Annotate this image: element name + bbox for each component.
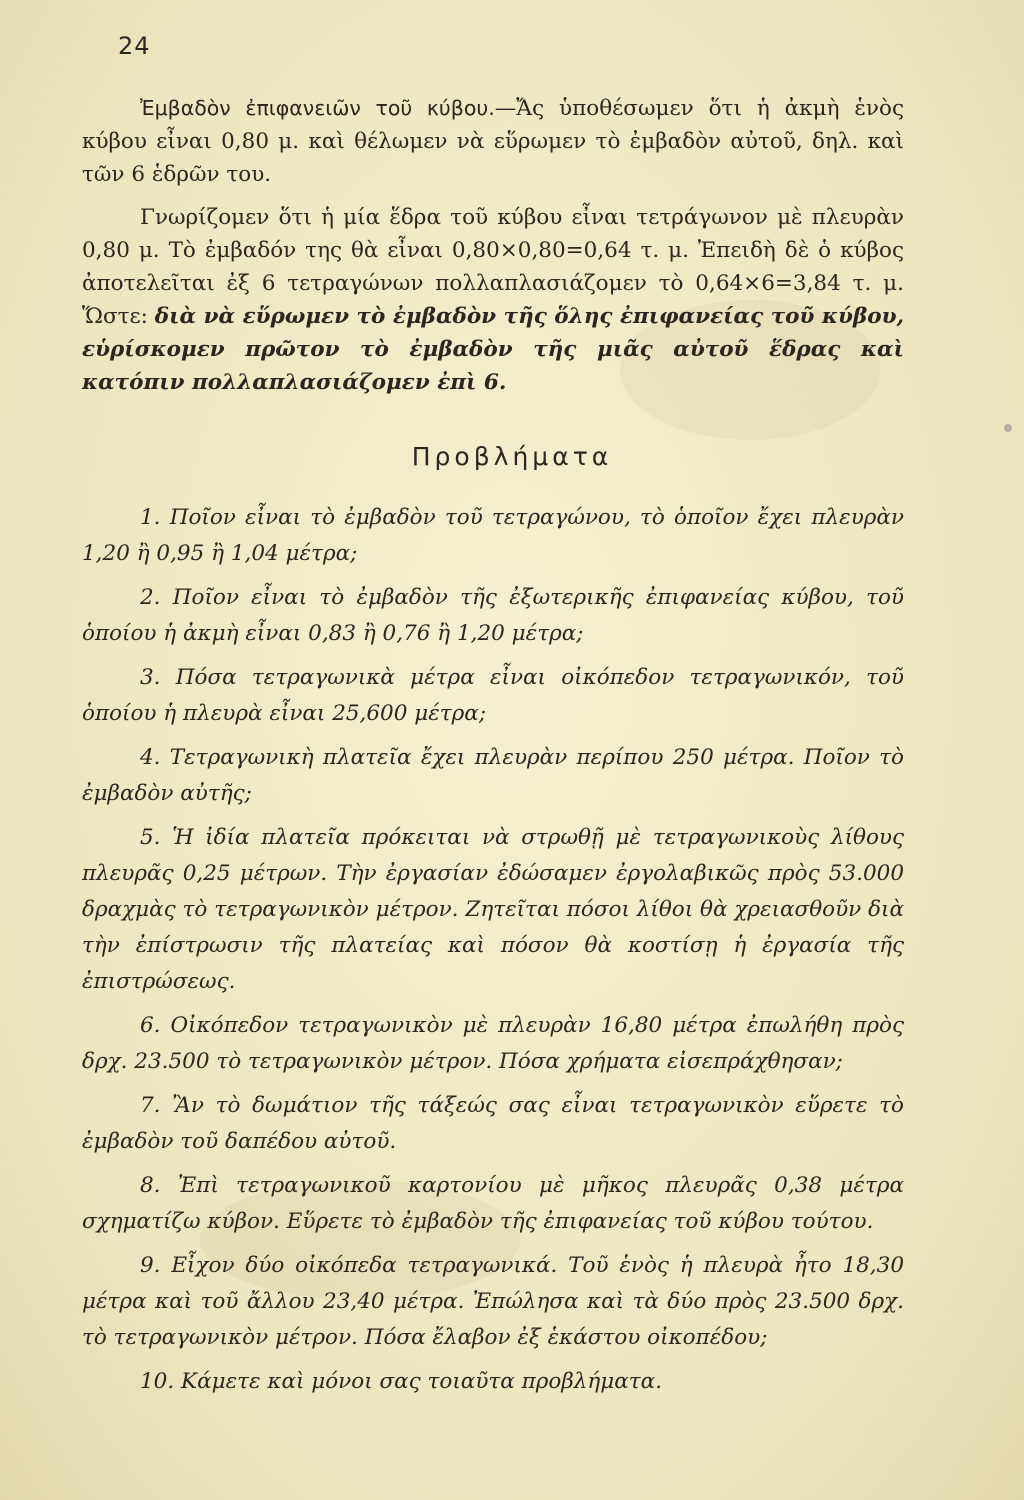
problem-item: 6. Οἰκόπεδον τετραγωνικὸν μὲ πλευρὰν 16,80 μέτρα ἐπωλήθη πρὸς δρχ. 23.500 τὸ τετραγωνικὸν μέτρον. Πόσα χρήματα εἰσεπράχθησαν;: [82, 1013, 904, 1074]
intro-paragraph-2: [82, 201, 904, 399]
intro-text: Γνωρίζομεν ὅτι ἡ μία ἕδρα τοῦ κύβου εἶναι τετράγωνον μὲ πλευρὰν 0,80 μ. Τὸ ἐμβαδόν της θὰ εἶναι 0,80×0,80=0,64 τ. μ. Ἐπειδὴ δὲ ὁ κύβος ἀποτελεῖται ἐξ 6 τετραγώνων πολλαπλασιάζομεν τὸ 0,64×6=3,84 τ. μ. Ὥστε:: [82, 205, 904, 329]
problem-item: 7. Ἂν τὸ δωμάτιον τῆς τάξεώς σας εἶναι τετραγωνικὸν εὕρετε τὸ ἐμβαδὸν τοῦ δαπέδου αὐτοῦ.: [82, 1093, 904, 1154]
problem-item: 2. Ποῖον εἶναι τὸ ἐμβαδὸν τῆς ἐξωτερικῆς ἐπιφανείας κύβου, τοῦ ὁποίου ἡ ἀκμὴ εἶναι 0,83 ἢ 0,76 ἢ 1,20 μέτρα;: [82, 585, 904, 646]
problem-item: 3. Πόσα τετραγωνικὰ μέτρα εἶναι οἰκόπεδον τετραγωνικόν, τοῦ ὁποίου ἡ πλευρὰ εἶναι 25,600 μέτρα;: [82, 665, 904, 726]
page-number: 24: [118, 32, 151, 60]
paper-spot: [1004, 424, 1012, 432]
problem-item: 9. Εἶχον δύο οἰκόπεδα τετραγωνικά. Τοῦ ἑνὸς ἡ πλευρὰ ἦτο 18,30 μέτρα καὶ τοῦ ἄλλου 23,40 μέτρα. Ἐπώλησα καὶ τὰ δύο πρὸς 23.500 δρχ. τὸ τετραγωνικὸν μέτρον. Πόσα ἔλαβον ἐξ ἑκάστου οἰκοπέδου;: [82, 1253, 904, 1350]
problem-item: 10. Κάμετε καὶ μόνοι σας τοιαῦτα προβλήματα.: [140, 1369, 663, 1394]
intro-paragraph-1: [82, 92, 904, 191]
intro-text: —Ἄς ὑποθέσωμεν ὅτι ἡ ἀκμὴ ἑνὸς κύβου εἶναι 0,80 μ. καὶ θέλωμεν νὰ εὕρωμεν τὸ ἐμβαδὸν αὐτοῦ, δηλ. καὶ τῶν 6 ἑδρῶν του.: [82, 96, 904, 187]
problems-list: [82, 500, 904, 1408]
problem-item: 8. Ἐπὶ τετραγωνικοῦ καρτονίου μὲ μῆκος πλευρᾶς 0,38 μέτρα σχηματίζω κύβον. Εὕρετε τὸ ἐμβαδὸν τῆς ἐπιφανείας τοῦ κύβου τούτου.: [82, 1173, 904, 1234]
problem-item: 1. Ποῖον εἶναι τὸ ἐμβαδὸν τοῦ τετραγώνου, τὸ ὁποῖον ἔχει πλευρὰν 1,20 ἢ 0,95 ἢ 1,04 μέτρα;: [82, 505, 904, 566]
section-title: Ἐμβαδὸν ἐπιφανειῶν τοῦ κύβου.: [140, 96, 495, 120]
problems-heading: Προβλήματα: [411, 442, 613, 471]
problem-item: 4. Τετραγωνικὴ πλατεῖα ἔχει πλευρὰν περίπου 250 μέτρα. Ποῖον τὸ ἐμβαδὸν αὐτῆς;: [82, 745, 904, 806]
problem-item: 5. Ἡ ἰδία πλατεῖα πρόκειται νὰ στρωθῇ μὲ τετραγωνικοὺς λίθους πλευρᾶς 0,25 μέτρων. Τὴν ἐργασίαν ἐδώσαμεν ἐργολαβικῶς πρὸς 53.000 δραχμὰς τὸ τετραγωνικὸν μέτρον. Ζητεῖται πόσοι λίθοι θὰ χρειασθοῦν διὰ τὴν ἐπίστρωσιν τῆς πλατείας καὶ πόσον θὰ κοστίσῃ ἡ ἐργασία τῆς ἐπιστρώσεως.: [82, 825, 904, 994]
rule-statement: διὰ νὰ εὕρωμεν τὸ ἐμβαδὸν τῆς ὅλης ἐπιφανείας τοῦ κύβου, εὑρίσκομεν πρῶτον τὸ ἐμβαδὸν τῆς μιᾶς αὐτοῦ ἕδρας καὶ κατόπιν πολλαπλασιάζομεν ἐπὶ 6.: [82, 304, 904, 395]
intro-section: [82, 92, 904, 399]
